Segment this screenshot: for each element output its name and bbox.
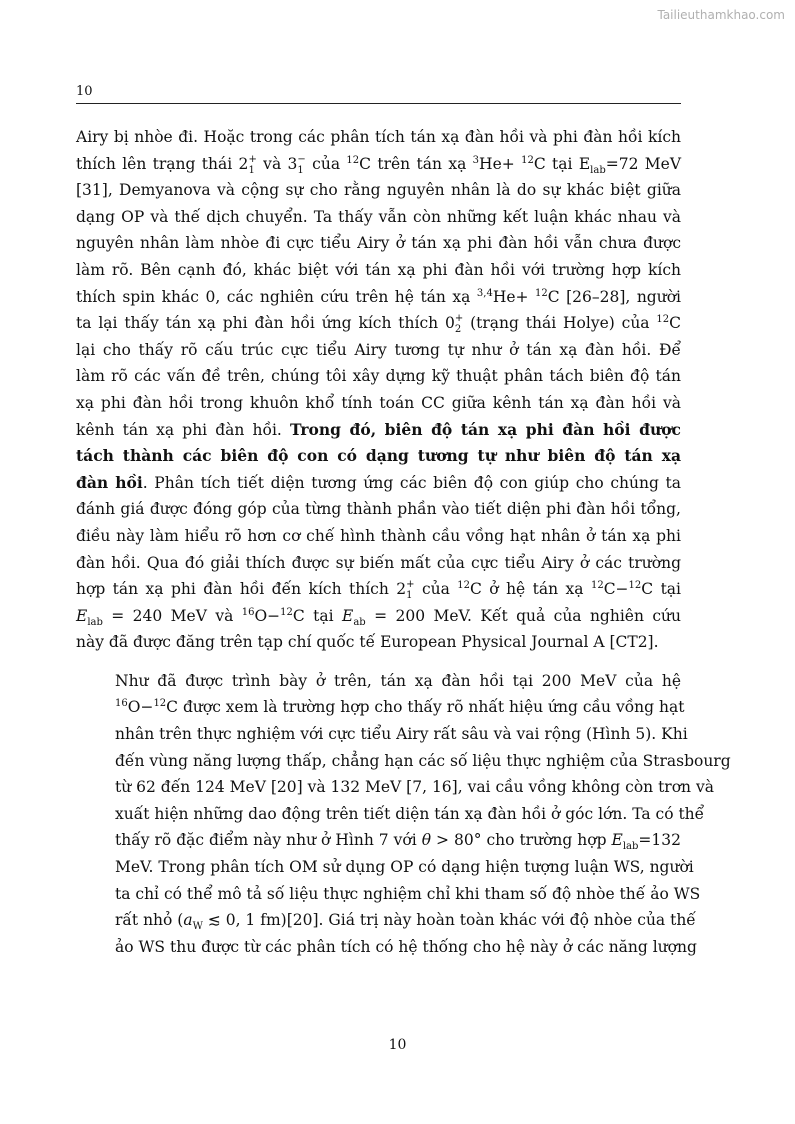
text-line: làm rõ. Bên cạnh đó, khác biệt với tán xạ phi đàn hồi với trường hợp kích	[76, 260, 681, 279]
body-text	[76, 124, 731, 960]
text-line: $E_{lab} = 240$ MeV và $^{16}$O−$^{12}$C tại $E_{ab} = 200$ MeV. Kết quả của nghiên cứu	[76, 606, 682, 628]
superscript: 12	[656, 314, 670, 325]
superscript: 3	[472, 154, 480, 166]
supsub: + 1	[406, 579, 415, 602]
text-line: thích lên trạng thái 2 + 1 và 3 − 1 của $^{12}$C trên tán xạ $^3$He+ $^{12}$C tại $E_{lab}=72$ MeV	[76, 153, 682, 176]
text-line: điều này làm hiểu rõ hơn cơ chế hình thành cầu vồng hạt nhân ở tán xạ phi	[76, 526, 681, 545]
paragraph	[76, 124, 681, 656]
text-line: đến vùng năng lượng thấp, chẳng hạn các số liệu thực nghiệm của Strasbourg	[115, 751, 731, 770]
paragraph	[76, 668, 731, 961]
subscript: lab	[590, 164, 606, 176]
bold-text: tách thành các biên độ con có dạng tương tự như biên độ tán xạ	[76, 446, 681, 466]
text-line: ta chỉ có thể mô tả số liệu thực nghiệm chỉ khi tham số độ nhòe thế ảo WS	[115, 884, 701, 903]
superscript: 12	[457, 579, 471, 591]
text-line: rất nhỏ ($a_W$ ≲ 0, 1 fm)[20]. Giá trị này hoàn toàn khác với độ nhòe của thế	[115, 911, 696, 933]
text-line: Như đã được trình bày ở trên, tán xạ đàn hồi tại 200 MeV của hệ	[115, 671, 681, 690]
subscript: lab	[87, 616, 103, 628]
superscript: 12	[628, 579, 642, 591]
text-line: đàn hồi. Qua đó giải thích được sự biến mất của cực tiểu Airy ở các trường	[76, 553, 681, 572]
text-line: $^{16}$O−$^{12}$C được xem là trường hợp cho thấy rõ nhất hiệu ứng cầu vồng hạt	[115, 698, 685, 717]
header-page-number: 10	[76, 84, 93, 99]
superscript: 16	[115, 698, 128, 710]
text-line: xuất hiện những dao động trên tiết diện tán xạ đàn hồi ở góc lớn. Ta có thể	[115, 804, 705, 823]
superscript: 12	[590, 579, 604, 591]
superscript: 3,4	[476, 287, 493, 299]
subscript: W	[192, 921, 203, 933]
text-line: thấy rõ đặc điểm này như ở Hình 7 với θ > 80° cho trường hợp $E_{lab}=132$	[115, 831, 681, 853]
page-footer	[0, 1037, 795, 1053]
text-line: nguyên nhân làm nhòe đi cực tiểu Airy ở tán xạ phi đàn hồi vẫn chưa được	[76, 234, 681, 253]
text-line: đánh giá được đóng góp của từng thành phần vào tiết diện phi đàn hồi tổng,	[76, 500, 681, 519]
superscript: 12	[535, 287, 548, 299]
text-line: nhân trên thực nghiệm với cực tiểu Airy rất sâu và vai rộng (Hình 5). Khi	[115, 725, 688, 744]
supsub: + 2	[454, 313, 464, 336]
page-header	[76, 84, 681, 104]
text-line: đàn hồi. Phân tích tiết diện tương ứng các biên độ con giúp cho chúng ta	[76, 472, 681, 492]
subscript: ab	[353, 616, 366, 628]
watermark: Tailieuthamkhao.com	[657, 8, 785, 22]
math-symbol: E	[342, 606, 354, 625]
text-line: ảo WS thu được từ các phân tích có hệ thống cho hệ này ở các năng lượng	[115, 937, 697, 956]
text-line: Airy bị nhòe đi. Hoặc trong các phân tích tán xạ đàn hồi và phi đàn hồi kích	[76, 128, 681, 146]
math-symbol: E	[76, 606, 88, 625]
superscript: 12	[153, 698, 167, 710]
text-line: kênh tán xạ phi đàn hồi. Trong đó, biên độ tán xạ phi đàn hồi được	[76, 419, 681, 439]
superscript: 16	[241, 606, 255, 618]
text-line: từ 62 đến 124 MeV [20] và 132 MeV [7, 16], vai cầu vồng không còn trơn và	[115, 778, 714, 797]
text-line: thích spin khác 0, các nghiên cứu trên hệ tán xạ $^{3,4}$He+ $^{12}$C [26–28], người	[76, 287, 681, 306]
text-line: dạng OP và thế dịch chuyển. Ta thấy vẫn còn những kết luận khác nhau và	[76, 207, 681, 226]
footer-page-number: 10	[388, 1037, 407, 1053]
text-line: xạ phi đàn hồi trong khuôn khổ tính toán CC giữa kênh tán xạ đàn hồi và	[76, 393, 681, 412]
text-line: này đã được đăng trên tạp chí quốc tế European Physical Journal A [CT2].	[76, 633, 659, 652]
text-line: MeV. Trong phân tích OM sử dụng OP có dạng hiện tượng luận WS, người	[115, 858, 694, 877]
text-line: [31], Demyanova và cộng sự cho rằng nguyên nhân là do sự khác biệt giữa	[76, 181, 681, 200]
subscript: lab	[622, 841, 639, 853]
text-line: lại cho thấy rõ cấu trúc cực tiểu Airy tương tự như ở tán xạ đàn hồi. Để	[76, 340, 681, 359]
supsub: − 1	[297, 153, 306, 176]
superscript: 12	[346, 154, 360, 166]
math-symbol: E	[611, 831, 623, 850]
superscript: 12	[521, 154, 534, 166]
math-symbol: a	[183, 911, 193, 930]
text-line	[76, 443, 681, 470]
text-line: ta lại thấy tán xạ phi đàn hồi ứng kích thích 0 + 2 (trạng thái Holye) của $^{12}$C	[76, 313, 681, 336]
bold-text: đàn hồi	[76, 472, 143, 492]
text-line: hợp tán xạ phi đàn hồi đến kích thích 2 + 1 của $^{12}$C ở hệ tán xạ $^{12}$C−$^{12}$C tại	[76, 579, 681, 602]
math-symbol: θ	[421, 831, 432, 850]
supsub: + 1	[248, 153, 257, 176]
bold-text: Trong đó, biên độ tán xạ phi đàn hồi được	[289, 419, 681, 439]
text-line: làm rõ các vấn đề trên, chúng tôi xây dựng kỹ thuật phân tách biên độ tán	[76, 367, 681, 386]
superscript: 12	[280, 606, 293, 618]
